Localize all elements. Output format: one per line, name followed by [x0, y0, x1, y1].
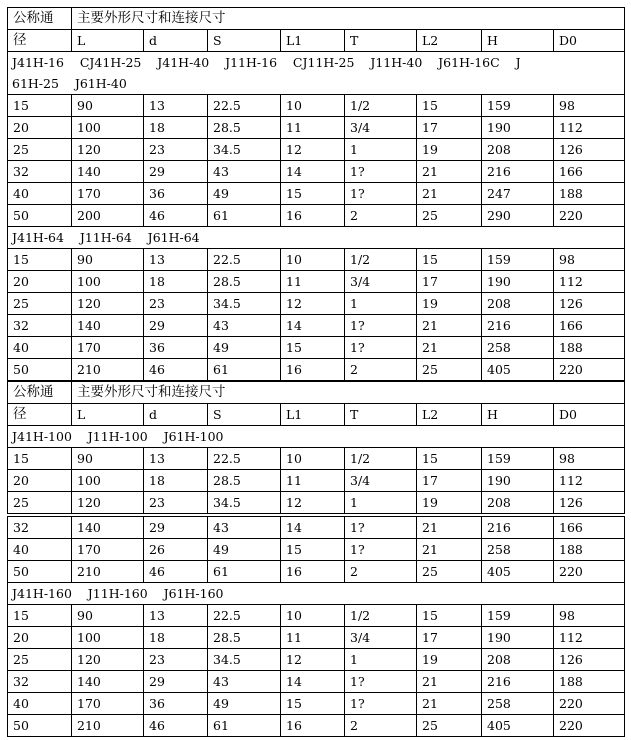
table-cell: 210	[72, 715, 144, 737]
table-cell: 210	[72, 561, 144, 583]
table-cell: 11	[281, 627, 345, 649]
models-row	[8, 426, 625, 448]
table-cell: 43	[208, 161, 281, 183]
table-cell: 29	[144, 315, 208, 337]
table-cell: 15	[281, 337, 345, 359]
table-cell: 1?	[345, 539, 417, 561]
column-header: H	[482, 404, 554, 426]
nominal-diameter-cell: 15	[8, 95, 72, 117]
column-header: T	[345, 30, 417, 52]
nominal-diameter-cell: 40	[8, 539, 72, 561]
table-row	[8, 448, 625, 470]
data-rows	[8, 249, 625, 381]
header-row-title	[8, 382, 625, 404]
nominal-diameter-cell: 25	[8, 293, 72, 315]
table-cell: 61	[208, 715, 281, 737]
table-cell: 13	[144, 95, 208, 117]
table-cell: 126	[554, 649, 625, 671]
table-cell: 216	[482, 671, 554, 693]
table-cell: 10	[281, 605, 345, 627]
table-cell: 11	[281, 470, 345, 492]
table-cell: 21	[417, 517, 482, 539]
table-cell: 16	[281, 715, 345, 737]
nominal-diameter-cell: 15	[8, 448, 72, 470]
table-cell: 98	[554, 448, 625, 470]
table-cell: 16	[281, 561, 345, 583]
table-cell: 25	[417, 205, 482, 227]
table-cell: 2	[345, 359, 417, 381]
table-cell: 46	[144, 561, 208, 583]
table-cell: 188	[554, 337, 625, 359]
table-cell: 25	[417, 359, 482, 381]
table-row	[8, 715, 625, 737]
table-cell: 258	[482, 693, 554, 715]
table-cell: 16	[281, 205, 345, 227]
table-cell: 98	[554, 605, 625, 627]
table-cell: 1?	[345, 315, 417, 337]
nominal-diameter-cell: 50	[8, 561, 72, 583]
table-cell: 90	[72, 95, 144, 117]
table-cell: 10	[281, 448, 345, 470]
table-row	[8, 249, 625, 271]
data-rows	[8, 95, 625, 227]
nominal-diameter-cell: 40	[8, 183, 72, 205]
table-cell: 112	[554, 470, 625, 492]
table-cell: 46	[144, 715, 208, 737]
column-header: d	[144, 30, 208, 52]
table-cell: 126	[554, 293, 625, 315]
table-cell: 18	[144, 271, 208, 293]
table-cell: 220	[554, 359, 625, 381]
nominal-diameter-cell: 32	[8, 671, 72, 693]
table-row	[8, 561, 625, 583]
table-cell: 29	[144, 671, 208, 693]
table-cell: 34.5	[208, 492, 281, 514]
table-row	[8, 337, 625, 359]
table-row	[8, 517, 625, 539]
table-cell: 29	[144, 161, 208, 183]
table-cell: 208	[482, 139, 554, 161]
table-cell: 210	[72, 359, 144, 381]
table-cell: 10	[281, 95, 345, 117]
column-header: H	[482, 30, 554, 52]
nominal-diameter-cell: 15	[8, 249, 72, 271]
table-cell: 405	[482, 715, 554, 737]
table-cell: 17	[417, 117, 482, 139]
table-row	[8, 161, 625, 183]
table-cell: 14	[281, 517, 345, 539]
table-cell: 36	[144, 337, 208, 359]
data-rows	[8, 605, 625, 737]
table-row	[8, 627, 625, 649]
table-cell: 15	[417, 249, 482, 271]
nominal-diameter-cell: 20	[8, 271, 72, 293]
nominal-diameter-cell: 25	[8, 139, 72, 161]
table-cell: 22.5	[208, 249, 281, 271]
table-cell: 112	[554, 117, 625, 139]
table-cell: 90	[72, 605, 144, 627]
table-row	[8, 359, 625, 381]
table-cell: 208	[482, 293, 554, 315]
table-cell: 1	[345, 492, 417, 514]
data-rows	[8, 448, 625, 514]
table-cell: 112	[554, 271, 625, 293]
table-cell: 49	[208, 183, 281, 205]
table-cell: 216	[482, 517, 554, 539]
column-header: D0	[554, 30, 625, 52]
table-row	[8, 539, 625, 561]
table-row	[8, 117, 625, 139]
table-cell: 34.5	[208, 293, 281, 315]
table-row	[8, 95, 625, 117]
spec-table-a	[7, 7, 625, 381]
column-header: T	[345, 404, 417, 426]
table-cell: 1	[345, 649, 417, 671]
table-cell: 43	[208, 517, 281, 539]
table-cell: 17	[417, 271, 482, 293]
table-cell: 208	[482, 492, 554, 514]
table-cell: 21	[417, 161, 482, 183]
table-cell: 19	[417, 492, 482, 514]
table-cell: 21	[417, 539, 482, 561]
nominal-diameter-cell: 15	[8, 605, 72, 627]
table-cell: 16	[281, 359, 345, 381]
nominal-diameter-cell: 50	[8, 715, 72, 737]
table-cell: 140	[72, 315, 144, 337]
column-header: L	[72, 30, 144, 52]
table-cell: 98	[554, 249, 625, 271]
table-cell: 12	[281, 139, 345, 161]
model-list: J41H-160 J11H-160 J61H-160	[8, 583, 625, 605]
table-cell: 1?	[345, 517, 417, 539]
table-cell: 190	[482, 117, 554, 139]
nominal-diameter-cell: 50	[8, 205, 72, 227]
table-cell: 159	[482, 448, 554, 470]
column-header: L2	[417, 30, 482, 52]
table-cell: 3/4	[345, 470, 417, 492]
column-header: S	[208, 30, 281, 52]
table-cell: 23	[144, 649, 208, 671]
table-cell: 159	[482, 249, 554, 271]
nominal-diameter-label-2: 径	[8, 30, 72, 52]
header-row-title	[8, 8, 625, 30]
table-cell: 23	[144, 293, 208, 315]
table-cell: 22.5	[208, 605, 281, 627]
table-cell: 166	[554, 161, 625, 183]
table-cell: 120	[72, 649, 144, 671]
table-cell: 1?	[345, 337, 417, 359]
table-cell: 49	[208, 693, 281, 715]
table-cell: 18	[144, 627, 208, 649]
table-cell: 23	[144, 492, 208, 514]
table-cell: 90	[72, 448, 144, 470]
models-row	[8, 52, 625, 95]
table-cell: 13	[144, 249, 208, 271]
table-cell: 1?	[345, 693, 417, 715]
table-cell: 140	[72, 671, 144, 693]
table-cell: 112	[554, 627, 625, 649]
spec-table-c	[7, 516, 625, 737]
table-row	[8, 605, 625, 627]
table-cell: 190	[482, 627, 554, 649]
column-header: D0	[554, 404, 625, 426]
table-cell: 21	[417, 671, 482, 693]
table-cell: 170	[72, 183, 144, 205]
table-cell: 1/2	[345, 605, 417, 627]
dimensions-title: 主要外形尺寸和连接尺寸	[72, 382, 625, 404]
table-cell: 25	[417, 561, 482, 583]
table-cell: 188	[554, 671, 625, 693]
table-cell: 1/2	[345, 448, 417, 470]
table-cell: 1?	[345, 671, 417, 693]
table-cell: 15	[281, 183, 345, 205]
table-cell: 166	[554, 315, 625, 337]
table-cell: 49	[208, 337, 281, 359]
table-cell: 1/2	[345, 249, 417, 271]
table-cell: 13	[144, 605, 208, 627]
table-cell: 220	[554, 693, 625, 715]
table-cell: 216	[482, 161, 554, 183]
nominal-diameter-label: 公称通	[8, 8, 72, 30]
table-cell: 100	[72, 117, 144, 139]
table-row	[8, 492, 625, 514]
table-cell: 21	[417, 337, 482, 359]
table-cell: 100	[72, 271, 144, 293]
table-cell: 22.5	[208, 448, 281, 470]
column-header: S	[208, 404, 281, 426]
table-cell: 1	[345, 139, 417, 161]
table-cell: 17	[417, 470, 482, 492]
table-cell: 159	[482, 95, 554, 117]
table-cell: 15	[417, 95, 482, 117]
nominal-diameter-cell: 32	[8, 315, 72, 337]
table-cell: 188	[554, 539, 625, 561]
table-cell: 405	[482, 359, 554, 381]
table-cell: 3/4	[345, 117, 417, 139]
table-cell: 1?	[345, 161, 417, 183]
table-cell: 17	[417, 627, 482, 649]
table-cell: 43	[208, 315, 281, 337]
table-cell: 61	[208, 205, 281, 227]
table-cell: 220	[554, 715, 625, 737]
table-cell: 22.5	[208, 95, 281, 117]
nominal-diameter-cell: 32	[8, 161, 72, 183]
nominal-diameter-cell: 20	[8, 470, 72, 492]
table-cell: 23	[144, 139, 208, 161]
table-cell: 100	[72, 470, 144, 492]
column-header: L1	[281, 30, 345, 52]
table-cell: 28.5	[208, 627, 281, 649]
model-list	[8, 52, 625, 95]
table-cell: 2	[345, 561, 417, 583]
model-list-line-2: 61H-25 J61H-40	[12, 76, 127, 91]
table-cell: 216	[482, 315, 554, 337]
table-cell: 61	[208, 359, 281, 381]
dimensions-title: 主要外形尺寸和连接尺寸	[72, 8, 625, 30]
model-list: J41H-64 J11H-64 J61H-64	[8, 227, 625, 249]
table-cell: 166	[554, 517, 625, 539]
table-cell: 220	[554, 561, 625, 583]
table-cell: 1?	[345, 183, 417, 205]
table-cell: 28.5	[208, 271, 281, 293]
table-cell: 18	[144, 470, 208, 492]
table-cell: 15	[417, 448, 482, 470]
table-cell: 15	[417, 605, 482, 627]
table-cell: 21	[417, 693, 482, 715]
column-header: d	[144, 404, 208, 426]
table-row	[8, 315, 625, 337]
table-cell: 34.5	[208, 139, 281, 161]
table-cell: 170	[72, 693, 144, 715]
table-cell: 13	[144, 448, 208, 470]
nominal-diameter-cell: 50	[8, 359, 72, 381]
models-row	[8, 583, 625, 605]
table-cell: 46	[144, 205, 208, 227]
table-cell: 1/2	[345, 95, 417, 117]
table-cell: 61	[208, 561, 281, 583]
table-cell: 190	[482, 271, 554, 293]
table-cell: 49	[208, 539, 281, 561]
table-row	[8, 649, 625, 671]
table-cell: 26	[144, 539, 208, 561]
table-cell: 220	[554, 205, 625, 227]
table-cell: 188	[554, 183, 625, 205]
nominal-diameter-cell: 32	[8, 517, 72, 539]
models-row	[8, 227, 625, 249]
table-cell: 46	[144, 359, 208, 381]
table-cell: 19	[417, 139, 482, 161]
table-cell: 14	[281, 161, 345, 183]
table-cell: 14	[281, 315, 345, 337]
table-row	[8, 693, 625, 715]
table-cell: 19	[417, 293, 482, 315]
table-cell: 126	[554, 492, 625, 514]
table-cell: 25	[417, 715, 482, 737]
table-cell: 36	[144, 183, 208, 205]
table-cell: 3/4	[345, 627, 417, 649]
table-cell: 18	[144, 117, 208, 139]
table-cell: 14	[281, 671, 345, 693]
table-cell: 28.5	[208, 470, 281, 492]
table-cell: 15	[281, 539, 345, 561]
table-cell: 36	[144, 693, 208, 715]
table-cell: 21	[417, 183, 482, 205]
table-cell: 140	[72, 161, 144, 183]
header-row-columns	[8, 404, 625, 426]
table-cell: 12	[281, 293, 345, 315]
table-row	[8, 205, 625, 227]
table-cell: 12	[281, 492, 345, 514]
nominal-diameter-cell: 25	[8, 649, 72, 671]
column-header: L2	[417, 404, 482, 426]
table-cell: 15	[281, 693, 345, 715]
table-row	[8, 271, 625, 293]
table-cell: 34.5	[208, 649, 281, 671]
nominal-diameter-cell: 40	[8, 693, 72, 715]
table-cell: 120	[72, 492, 144, 514]
table-cell: 100	[72, 627, 144, 649]
table-cell: 11	[281, 117, 345, 139]
table-cell: 126	[554, 139, 625, 161]
header-row-columns	[8, 30, 625, 52]
table-row	[8, 470, 625, 492]
table-cell: 120	[72, 293, 144, 315]
nominal-diameter-cell: 20	[8, 117, 72, 139]
table-cell: 200	[72, 205, 144, 227]
column-header: L	[72, 404, 144, 426]
table-cell: 43	[208, 671, 281, 693]
table-cell: 405	[482, 561, 554, 583]
nominal-diameter-label: 公称通	[8, 382, 72, 404]
table-cell: 120	[72, 139, 144, 161]
table-cell: 159	[482, 605, 554, 627]
table-cell: 290	[482, 205, 554, 227]
table-cell: 29	[144, 517, 208, 539]
table-cell: 247	[482, 183, 554, 205]
table-cell: 1	[345, 293, 417, 315]
table-cell: 10	[281, 249, 345, 271]
table-row	[8, 139, 625, 161]
table-row	[8, 183, 625, 205]
data-rows	[8, 517, 625, 583]
nominal-diameter-cell: 20	[8, 627, 72, 649]
table-cell: 3/4	[345, 271, 417, 293]
spec-table-b	[7, 381, 625, 514]
column-header: L1	[281, 404, 345, 426]
nominal-diameter-cell: 25	[8, 492, 72, 514]
table-cell: 12	[281, 649, 345, 671]
table-cell: 258	[482, 337, 554, 359]
table-cell: 208	[482, 649, 554, 671]
table-cell: 11	[281, 271, 345, 293]
table-cell: 258	[482, 539, 554, 561]
table-cell: 170	[72, 539, 144, 561]
model-list-line-1: J41H-16 CJ41H-25 J41H-40 J11H-16 CJ11H-25 J11H-40 J61H-16C J	[12, 55, 521, 70]
table-cell: 19	[417, 649, 482, 671]
table-row	[8, 293, 625, 315]
table-cell: 2	[345, 205, 417, 227]
nominal-diameter-label-2: 径	[8, 404, 72, 426]
table-cell: 28.5	[208, 117, 281, 139]
table-cell: 21	[417, 315, 482, 337]
model-list: J41H-100 J11H-100 J61H-100	[8, 426, 625, 448]
table-row	[8, 671, 625, 693]
table-cell: 140	[72, 517, 144, 539]
table-cell: 2	[345, 715, 417, 737]
table-cell: 190	[482, 470, 554, 492]
table-cell: 170	[72, 337, 144, 359]
table-cell: 98	[554, 95, 625, 117]
table-cell: 90	[72, 249, 144, 271]
nominal-diameter-cell: 40	[8, 337, 72, 359]
